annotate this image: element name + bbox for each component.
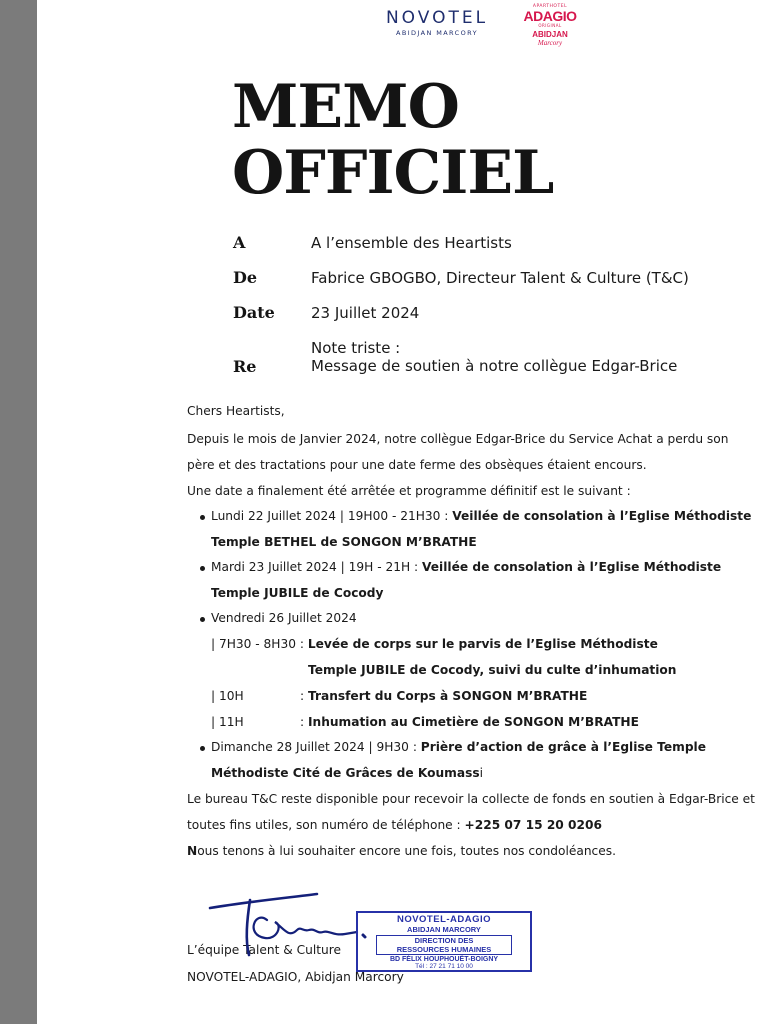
date-label: Date [233, 303, 275, 322]
memo-title-line2: OFFICIEL [232, 138, 554, 208]
adagio-area: Marcory [537, 39, 563, 47]
program-item-2-event: Veillée de consolation à l’Eglise Méthodiste [422, 560, 722, 574]
bullet-1 [200, 515, 205, 520]
program-sub-3-desc [300, 715, 639, 729]
stamp-address: BD FÉLIX HOUPHOUËT-BOIGNY [389, 956, 499, 963]
program-sub-3-colon: : [300, 715, 308, 729]
program-sub-3-time: | 11H [211, 715, 244, 729]
program-sub-1-time: | 7H30 - 8H30 : [211, 637, 308, 651]
memo-title-line1: MEMO [232, 72, 459, 142]
stamp-department [376, 935, 512, 955]
official-stamp [356, 911, 532, 972]
adagio-name: ADAGIO [523, 8, 577, 24]
bullet-3 [200, 617, 205, 622]
novotel-location: ABIDJAN MARCORY [396, 29, 478, 37]
program-item-2-cont [211, 586, 383, 600]
adagio-logo [520, 4, 580, 47]
program-sub-2-colon: : [300, 689, 308, 703]
program-item-1-time: Lundi 22 Juillet 2024 | 19H00 - 21H30 : [211, 509, 453, 523]
paragraph-1-line1: Depuis le mois de Janvier 2024, notre collègue Edgar-Brice du Service Achat a perdu son [187, 432, 729, 446]
program-item-1-place: Temple BETHEL de SONGON M’BRATHE [211, 535, 477, 549]
paragraph-1-line2: père et des tractations pour une date ferme des obsèques étaient encours. [187, 458, 647, 472]
program-item-1-event: Veillée de consolation à l’Eglise Méthodiste [452, 509, 752, 523]
program-item-3: Vendredi 26 Juillet 2024 [211, 611, 357, 625]
program-item-1 [211, 509, 751, 523]
program-item-4-tail: i [479, 766, 484, 780]
adagio-top: APARTHOTEL [532, 4, 568, 9]
memo-title [232, 74, 553, 206]
side-bar [0, 0, 37, 1024]
novotel-name: NOVOTEL [385, 8, 489, 28]
program-item-4-time: Dimanche 28 Juillet 2024 | 9H30 : [211, 740, 421, 754]
bullet-2 [200, 566, 205, 571]
program-sub-1-place: Temple JUBILE de Cocody, suivi du culte d’inhumation [308, 663, 677, 677]
from-value: Fabrice GBOGBO, Directeur Talent & Culture (T&C) [311, 269, 689, 287]
greeting: Chers Heartists, [187, 404, 285, 418]
re-value-line2: Message de soutien à notre collègue Edgar-Brice [311, 357, 678, 375]
stamp-box-line2: RESSOURCES HUMAINES [396, 945, 492, 954]
bullet-4 [200, 746, 205, 751]
program-sub-3-event: Inhumation au Cimetière de SONGON M’BRATHE [307, 715, 639, 729]
program-sub-3 [211, 715, 244, 729]
program-sub-1-cont [308, 663, 676, 677]
program-item-4 [211, 740, 706, 754]
program-item-2-time: Mardi 23 Juillet 2024 | 19H - 21H : [211, 560, 423, 574]
phone-number: +225 07 15 20 0206 [464, 818, 602, 832]
paragraph-2: Une date a finalement été arrêtée et programme définitif est le suivant : [187, 484, 631, 498]
stamp-line2: ABIDJAN MARCORY [407, 925, 481, 934]
to-value: A l’ensemble des Heartists [311, 234, 512, 252]
from-label: De [233, 268, 258, 287]
re-label: Re [233, 357, 257, 376]
program-sub-2-time: | 10H [211, 689, 244, 703]
stamp-box-line1: DIRECTION DES [414, 936, 474, 945]
adagio-original: ORIGINAL [538, 23, 562, 28]
signoff-place: NOVOTEL-ADAGIO, Abidjan Marcory [187, 970, 404, 984]
program-sub-1 [211, 637, 658, 651]
program-item-2 [211, 560, 721, 574]
program-sub-2-desc [300, 689, 587, 703]
program-item-4-cont [211, 766, 483, 780]
date-value: 23 Juillet 2024 [311, 304, 420, 322]
paragraph-4-text: ous tenons à lui souhaiter encore une fois, toutes nos condoléances. [197, 844, 616, 858]
program-item-4-place: Méthodiste Cité de Grâces de Koumass [211, 766, 480, 780]
phone-label: toutes fins utiles, son numéro de téléphone : [187, 818, 465, 832]
program-item-2-place: Temple JUBILE de Cocody [211, 586, 384, 600]
paragraph-4-initial: N [187, 844, 198, 858]
signoff-team: L’équipe Talent & Culture [187, 943, 342, 957]
paragraph-3-line2 [187, 818, 602, 832]
program-sub-1-event: Levée de corps sur le parvis de l’Eglise Méthodiste [307, 637, 658, 651]
program-item-1-cont [211, 535, 477, 549]
stamp-line1: NOVOTEL-ADAGIO [396, 914, 492, 925]
program-item-4-event: Prière d’action de grâce à l’Eglise Temple [420, 740, 706, 754]
paragraph-4 [187, 844, 616, 858]
program-sub-2-event: Transfert du Corps à SONGON M’BRATHE [307, 689, 588, 703]
stamp-phone: Tél : 27 21 71 10 00 [415, 963, 473, 970]
adagio-city: ABIDJAN [532, 30, 568, 39]
to-label: A [233, 233, 246, 252]
novotel-logo [376, 8, 498, 37]
paragraph-3-line1: Le bureau T&C reste disponible pour recevoir la collecte de fonds en soutien à Edgar-Brice et [187, 792, 755, 806]
program-sub-2 [211, 689, 244, 703]
re-value-line1: Note triste : [311, 339, 401, 357]
